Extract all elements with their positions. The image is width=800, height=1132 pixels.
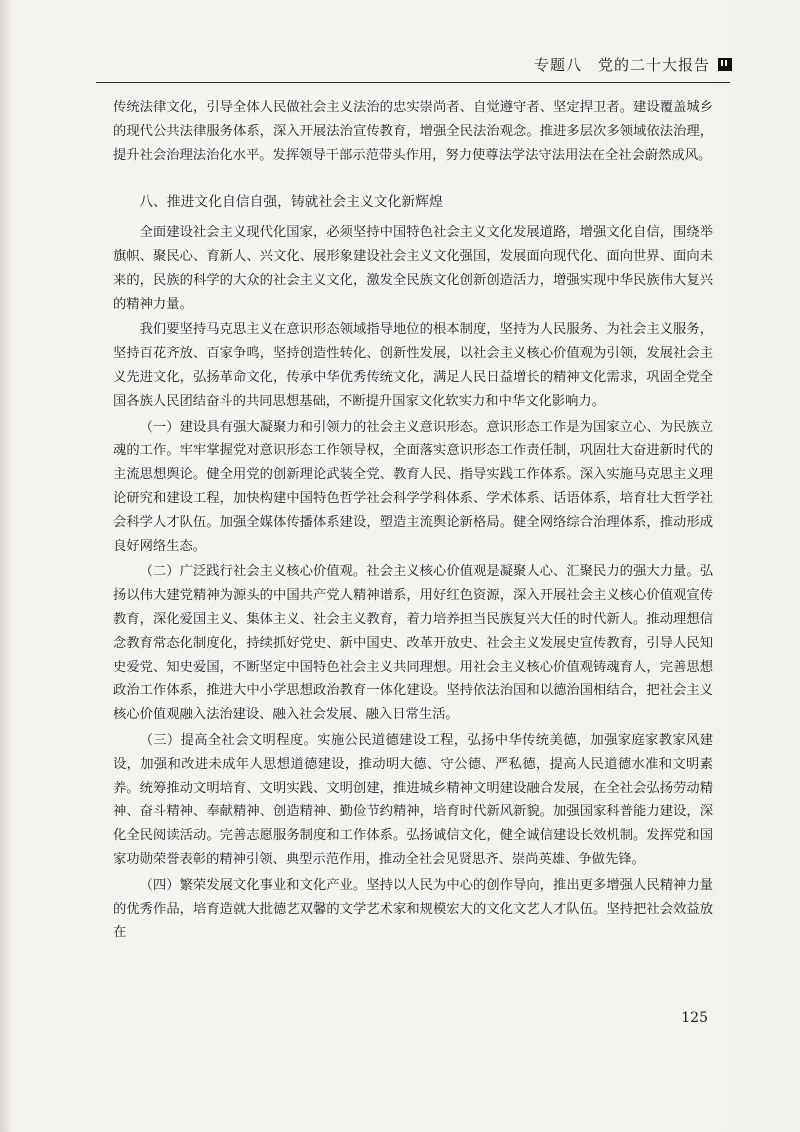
paragraph: （二）广泛践行社会主义核心价值观。社会主义核心价值观是凝聚人心、汇聚民力的强大力量。弘扬以伟大建党精神为源头的中国共产党人精神谱系，用好红色资源，深入开展社会主义核心价值观宣传教育，深化爱国主义、集体主义、社会主义教育，着力培养担当民族复兴大任的时代新人。推动理想信念教育常态化制度化，持续抓好党史、新中国史、改革开放史、社会主义发展史宣传教育，引导人民知史爱党、知史爱国，不断坚定中国特色社会主义共同理想。用社会主义核心价值观铸魂育人，完善思想政治工作体系，推进大中小学思想政治教育一体化建设。坚持依法治国和以德治国相结合，把社会主义核心价值观融入法治建设、融入社会发展、融入日常生活。	[113, 564, 713, 723]
paragraph: （四）繁荣发展文化事业和文化产业。坚持以人民为中心的创作导向，推出更多增强人民精神力量的优秀作品，培育造就大批德艺双馨的文学艺术家和规模宏大的文化文艺人才队伍。坚持把社会效益放在	[113, 877, 713, 941]
running-header	[534, 54, 732, 75]
paragraph: 我们要坚持马克思主义在意识形态领域指导地位的根本制度，坚持为人民服务、为社会主义服务，坚持百花齐放、百家争鸣，坚持创造性转化、创新性发展，以社会主义核心价值观为引领，发展社会主义先进文化，弘扬革命文化，传承中华优秀传统文化，满足人民日益增长的精神文化需求，巩固全党全国各族人民团结奋斗的共同思想基础，不断提升国家文化软实力和中华文化影响力。	[113, 322, 713, 409]
section-heading: 八、推进文化自信自强，铸就社会主义文化新辉煌	[139, 194, 443, 211]
running-title: 专题八 党的二十大报告	[533, 56, 710, 74]
header-rule	[96, 82, 730, 83]
paragraph: 全面建设社会主义现代化国家，必须坚持中国特色社会主义文化发展道路，增强文化自信，围绕举旗帜、聚民心、育新人、兴文化、展形象建设社会主义文化强国，发展面向现代化、面向世界、面向未来的，民族的科学的大众的社会主义文化，激发全民族文化创新创造活力，增强实现中华民族伟大复兴的精神力量。	[113, 225, 713, 312]
paragraph: （一）建设具有强大凝聚力和引领力的社会主义意识形态。意识形态工作是为国家立心、为民族立魂的工作。牢牢掌握党对意识形态工作领导权，全面落实意识形态工作责任制，巩固壮大奋进新时代的主流思想舆论。健全用党的创新理论武装全党、教育人民、指导实践工作体系。深入实施马克思主义理论研究和建设工程，加快构建中国特色哲学社会科学学科体系、学术体系、话语体系，培育壮大哲学社会科学人才队伍。加强全媒体传播体系建设，塑造主流舆论新格局。健全网络综合治理体系，推动形成良好网络生态。	[113, 419, 713, 554]
page-number: 125	[681, 1010, 708, 1026]
page-edge-shadow	[0, 0, 12, 1132]
book-icon	[718, 58, 732, 71]
document-body	[113, 96, 713, 945]
paragraph-continued: 传统法律文化，引导全体人民做社会主义法治的忠实崇尚者、自觉遵守者、坚定捍卫者。建设覆盖城乡的现代公共法律服务体系，深入开展法治宣传教育，增强全民法治观念。推进多层次多领域依法治理，提升社会治理法治化水平。发挥领导干部示范带头作用，努力使尊法学法守法用法在全社会蔚然成风。	[113, 100, 713, 163]
paragraph: （三）提高全社会文明程度。实施公民道德建设工程，弘扬中华传统美德，加强家庭家教家风建设，加强和改进未成年人思想道德建设，推动明大德、守公德、严私德，提高人民道德水准和文明素养。统筹推动文明培育、文明实践、文明创建，推进城乡精神文明建设融合发展，在全社会弘扬劳动精神、奋斗精神、奉献精神、创造精神、勤俭节约精神，培育时代新风新貌。加强国家科普能力建设，深化全民阅读活动。完善志愿服务制度和工作体系。弘扬诚信文化，健全诚信建设长效机制。发挥党和国家功勋荣誉表彰的精神引领、典型示范作用，推动全社会见贤思齐、崇尚英雄、争做先锋。	[113, 732, 713, 867]
